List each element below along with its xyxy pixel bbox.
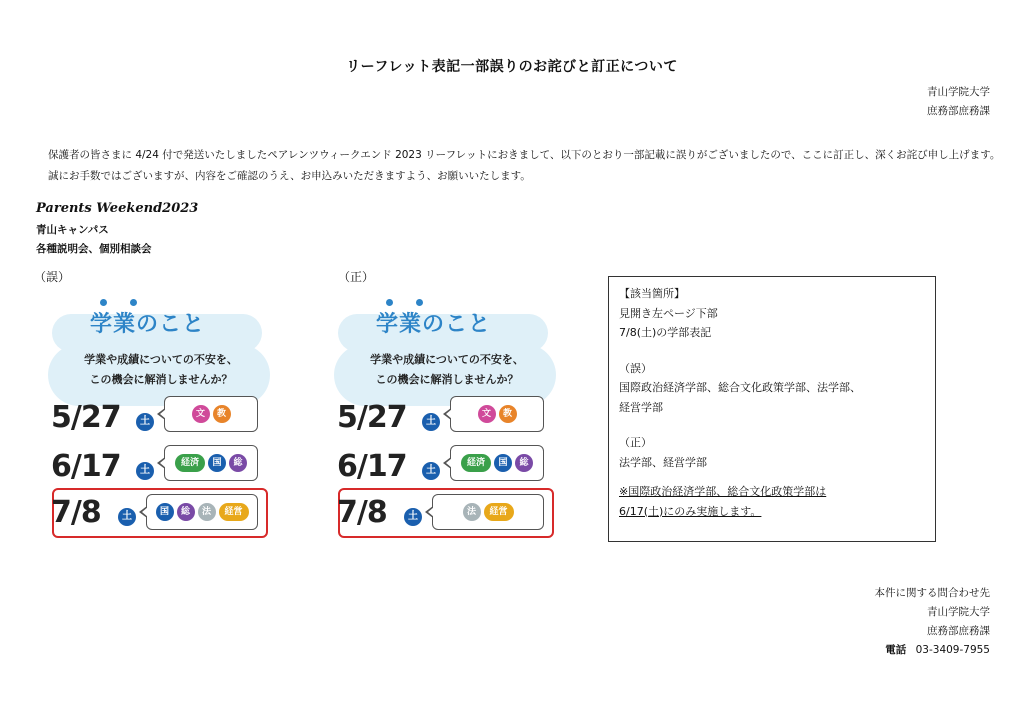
faculty-chip: 法 xyxy=(198,503,216,521)
saturday-badge: 土 xyxy=(422,462,440,480)
saturday-badge: 土 xyxy=(136,462,154,480)
contact-block xyxy=(875,584,991,660)
contact-heading: 本件に関する問合わせ先 xyxy=(874,587,990,599)
faculty-chip: 教 xyxy=(499,405,517,423)
date-label: 5/27 xyxy=(337,400,407,435)
date-label: 6/17 xyxy=(51,449,121,484)
issuer-dept: 庶務部庶務課 xyxy=(927,105,990,117)
event-sessions: 各種説明会、個別相談会 xyxy=(36,243,152,255)
faculty-chip: 経営 xyxy=(484,503,514,521)
faculty-chip: 経営 xyxy=(219,503,249,521)
faculty-bubble xyxy=(146,494,258,530)
saturday-badge: 土 xyxy=(118,508,136,526)
date-label: 5/27 xyxy=(51,400,121,435)
faculty-chip: 総 xyxy=(515,454,533,472)
faculty-chip: 経済 xyxy=(461,454,491,472)
body-paragraph xyxy=(48,145,1001,187)
saturday-badge: 土 xyxy=(404,508,422,526)
flyer-question-1: 学業や成績についての不安を、 xyxy=(370,353,524,366)
event-campus: 青山キャンパス xyxy=(36,224,109,236)
details-correct-label: （正） xyxy=(619,436,652,449)
details-location-2: 7/8(土)の学部表記 xyxy=(619,326,712,339)
faculty-chip: 文 xyxy=(192,405,210,423)
wrong-label: （誤） xyxy=(34,270,71,284)
saturday-badge: 土 xyxy=(422,413,440,431)
contact-phone-row xyxy=(875,641,991,660)
details-wrong-line-2: 経営学部 xyxy=(619,400,663,414)
correction-details-box xyxy=(608,276,936,542)
event-name: Parents Weekend2023 xyxy=(36,201,199,216)
date-label: 7/8 xyxy=(51,495,101,530)
details-header: 【該当箇所】 xyxy=(619,287,685,300)
faculty-chip: 総 xyxy=(229,454,247,472)
faculty-bubble xyxy=(450,445,544,481)
faculty-bubble xyxy=(164,445,258,481)
correct-label: （正） xyxy=(338,270,375,284)
faculty-chip: 総 xyxy=(177,503,195,521)
date-label: 6/17 xyxy=(337,449,407,484)
faculty-chip: 経済 xyxy=(175,454,205,472)
details-note-line-1: ※国際政治経済学部、総合文化政策学部は xyxy=(619,485,827,498)
faculty-bubble xyxy=(164,396,258,432)
heading-dot xyxy=(386,299,393,306)
details-note-line-2: 6/17(土)にのみ実施します。 xyxy=(619,504,762,518)
faculty-chip: 文 xyxy=(478,405,496,423)
body-line-2: 誠にお手数ではございますが、内容をご確認のうえ、お申込みいただきますよう、お願いいたします。 xyxy=(48,170,531,182)
heading-dot xyxy=(130,299,137,306)
saturday-badge: 土 xyxy=(136,413,154,431)
flyer-question-1: 学業や成績についての不安を、 xyxy=(84,353,238,366)
body-line-1: 保護者の皆さまに 4/24 付で発送いたしましたペアレンツウィークエンド 2023 リーフレットにおきまして、以下のとおり一部記載に誤りがございましたので、ここに訂正し、深くお詫び申し上げます。 xyxy=(48,149,1001,161)
flyer-heading: 学業のこと xyxy=(90,312,206,337)
page-title: リーフレット表記一部誤りのお詫びと訂正について xyxy=(346,59,678,75)
flyer-correct xyxy=(332,292,562,542)
details-correct-line: 法学部、経営学部 xyxy=(619,455,707,469)
faculty-chip: 国 xyxy=(494,454,512,472)
heading-dot xyxy=(100,299,107,306)
faculty-chip: 国 xyxy=(208,454,226,472)
contact-phone-label: 電話 xyxy=(885,644,907,656)
faculty-bubble xyxy=(432,494,544,530)
contact-phone: 03-3409-7955 xyxy=(915,644,990,656)
details-wrong-line-1: 国際政治経済学部、総合文化政策学部、法学部、 xyxy=(619,381,861,394)
issuer-block xyxy=(927,83,990,121)
details-location-1: 見開き左ページ下部 xyxy=(619,306,718,320)
flyer-heading: 学業のこと xyxy=(376,312,492,337)
details-wrong-label: （誤） xyxy=(619,361,652,375)
heading-dot xyxy=(416,299,423,306)
contact-org: 青山学院大学 xyxy=(927,606,990,618)
flyer-question-2: この機会に解消しませんか？ xyxy=(375,373,519,386)
flyer-question-2: この機会に解消しませんか？ xyxy=(89,373,233,386)
date-label: 7/8 xyxy=(337,495,387,530)
contact-dept: 庶務部庶務課 xyxy=(927,625,990,637)
faculty-chip: 教 xyxy=(213,405,231,423)
flyer-wrong xyxy=(46,292,276,542)
faculty-bubble xyxy=(450,396,544,432)
issuer-org: 青山学院大学 xyxy=(927,86,990,98)
faculty-chip: 国 xyxy=(156,503,174,521)
faculty-chip: 法 xyxy=(463,503,481,521)
